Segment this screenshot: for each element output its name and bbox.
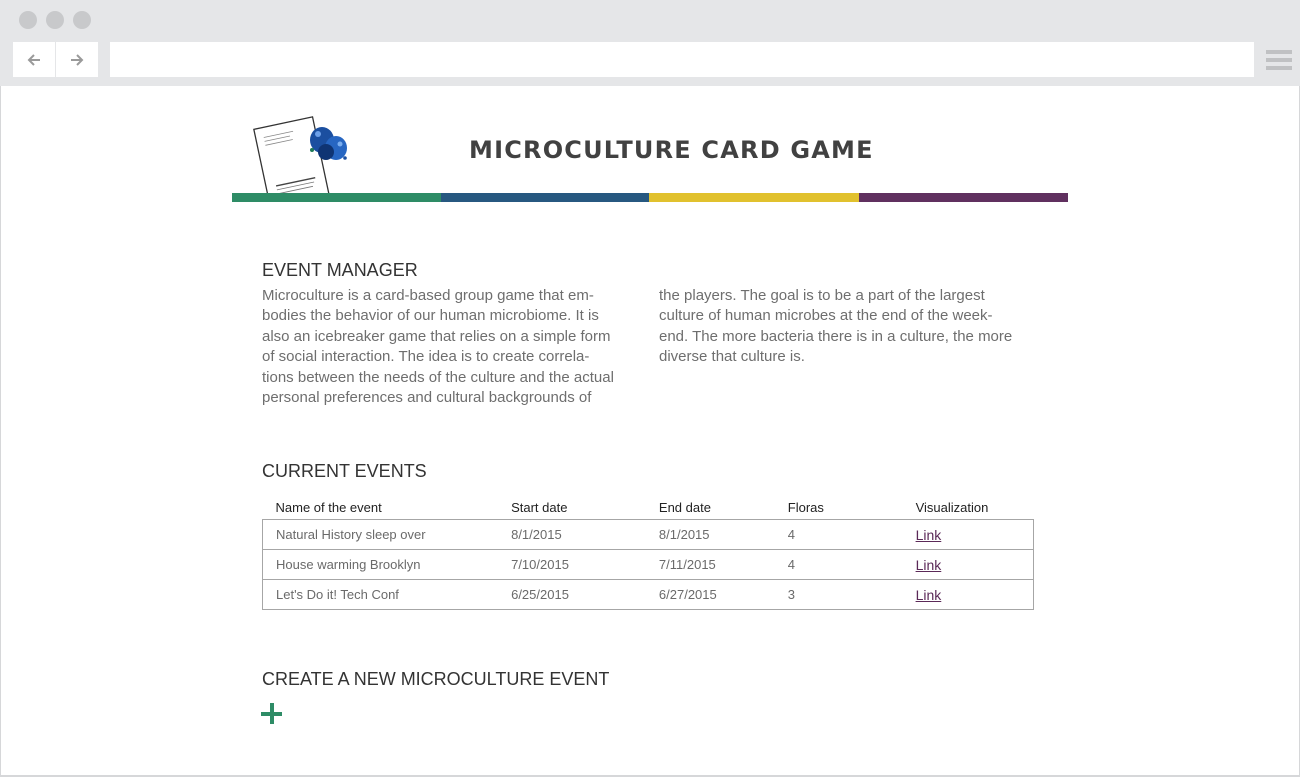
add-event-button[interactable] (261, 703, 283, 725)
event-end-date: 8/1/2015 (646, 520, 775, 550)
address-bar[interactable] (110, 42, 1254, 77)
window-maximize-dot[interactable] (73, 11, 91, 29)
visualization-link[interactable]: Link (915, 556, 942, 573)
intro-text-column-1: Microculture is a card-based group game that em- bodies the behavior of our human microbiome. It is also an icebreaker game that relies on a simple form of social interaction. The idea is to create correla- tions between the needs of the culture and the actual personal preferences and cultural backgrounds of (262, 287, 614, 407)
event-name: Let's Do it! Tech Conf (263, 580, 499, 610)
column-header-visualization: Visualization (915, 500, 989, 515)
events-table (262, 496, 1034, 610)
table-header-row (263, 496, 1034, 520)
arrow-left-icon (26, 52, 42, 68)
header-stripe-green (232, 193, 441, 202)
column-header-floras: Floras (787, 500, 824, 515)
forward-button[interactable] (56, 42, 98, 77)
window-minimize-dot[interactable] (46, 11, 64, 29)
back-button[interactable] (13, 42, 55, 77)
window-close-dot[interactable] (19, 11, 37, 29)
browser-chrome (0, 0, 1300, 86)
event-name: House warming Brooklyn (263, 550, 499, 580)
microculture-card-logo[interactable] (252, 110, 352, 198)
event-floras: 3 (775, 580, 903, 610)
event-name: Natural History sleep over (263, 520, 499, 550)
event-visualization-cell (903, 520, 1034, 550)
event-manager-heading: EVENT MANAGER (262, 260, 418, 280)
event-start-date: 6/25/2015 (498, 580, 646, 610)
header-stripe-yellow (649, 193, 859, 202)
event-end-date: 7/11/2015 (646, 550, 775, 580)
hamburger-menu-icon[interactable] (1266, 50, 1292, 70)
event-end-date: 6/27/2015 (646, 580, 775, 610)
window-frame-left (0, 86, 1, 777)
create-event-heading: CREATE A NEW MICROCULTURE EVENT (262, 669, 610, 689)
current-events-heading: CURRENT EVENTS (262, 461, 427, 481)
event-start-date: 8/1/2015 (498, 520, 646, 550)
event-visualization-cell (903, 580, 1034, 610)
event-floras: 4 (775, 550, 903, 580)
column-header-name: Name of the event (275, 500, 382, 515)
header-stripe-purple (859, 193, 1068, 202)
page-title: MICROCULTURE CARD GAME (469, 136, 874, 164)
table-row (263, 520, 1034, 550)
event-floras: 4 (775, 520, 903, 550)
header-stripe-blue (441, 193, 649, 202)
event-visualization-cell (903, 550, 1034, 580)
arrow-right-icon (69, 52, 85, 68)
table-row (263, 550, 1034, 580)
event-start-date: 7/10/2015 (498, 550, 646, 580)
intro-text-column-2: the players. The goal is to be a part of the largest culture of human microbes at the end of the week- end. The more bacteria there is in a culture, the more diverse that culture is. (659, 287, 1013, 366)
table-row (263, 580, 1034, 610)
visualization-link[interactable]: Link (915, 526, 942, 543)
column-header-start-date: Start date (511, 500, 568, 515)
plus-icon-vertical (270, 703, 274, 724)
visualization-link[interactable]: Link (915, 586, 942, 603)
column-header-end-date: End date (658, 500, 711, 515)
